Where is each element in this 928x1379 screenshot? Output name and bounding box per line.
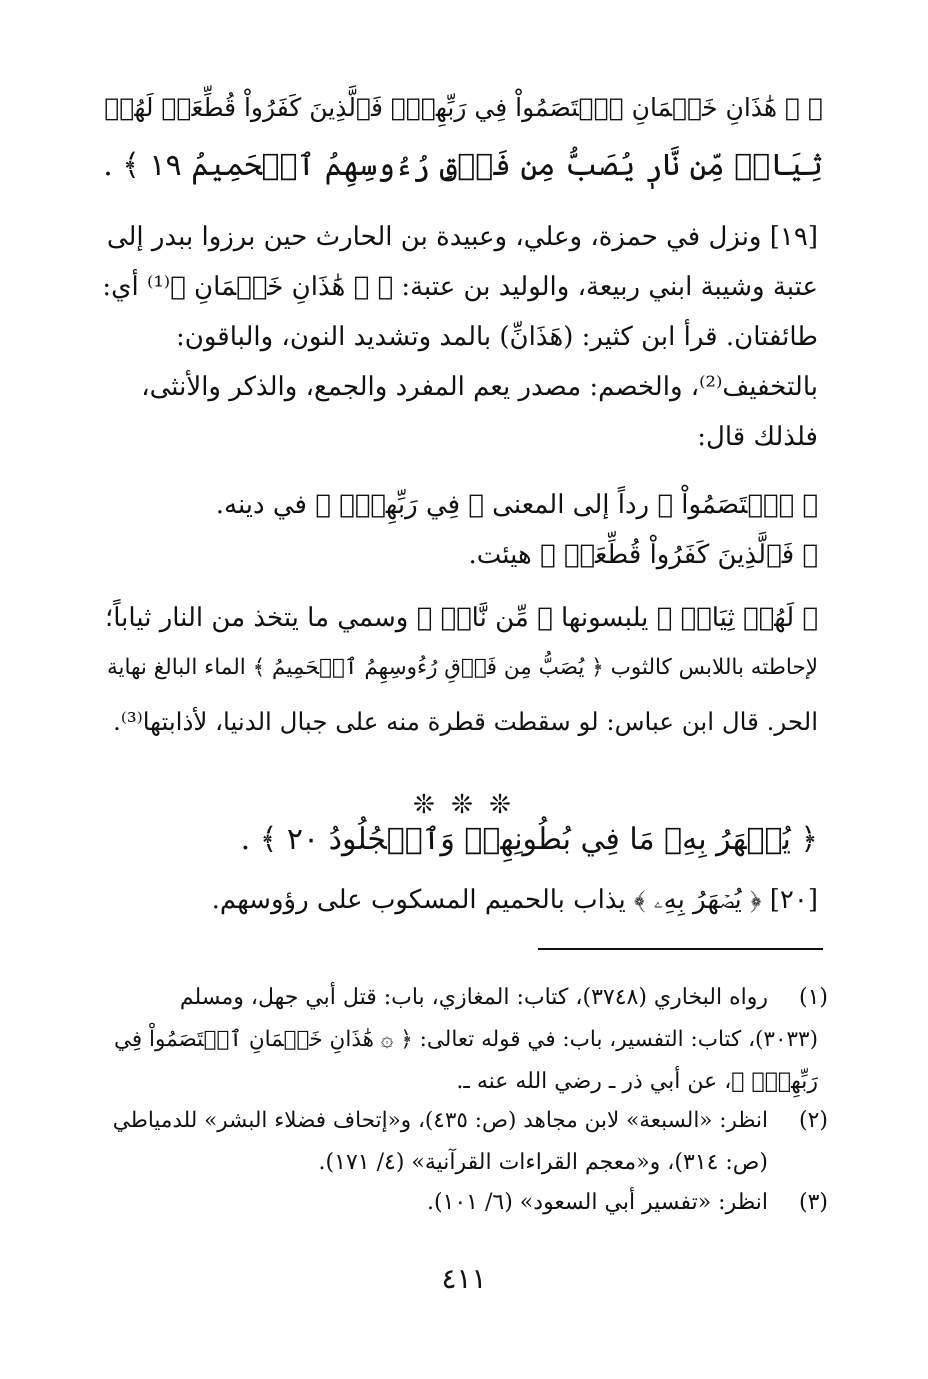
footnote-line: (٣٠٣٣)، كتاب: التفسير، باب: في قوله تعالى: ﴿ ۞ هَٰذَانِ خَصۡمَانِ ٱخۡتَصَمُواْ فِي	[113, 1027, 818, 1052]
commentary-line: [١٩] ونزل في حمزة، وعلي، وعبيدة بن الحارث حين برزوا ببدر إلى	[106, 222, 818, 252]
commentary-line: ﴿ فَٱلَّذِينَ كَفَرُواْ قُطِّعَتۡ ﴾ هيئت.	[468, 540, 818, 570]
commentary-line: لإحاطته باللابس كالثوب ﴿ يُصَبُّ مِن فَوۡقِ رُءُوسِهِمُ ٱلۡحَمِيمُ ﴾ الماء البالغ نهاية	[106, 655, 818, 680]
page-number: ٤١١	[441, 1262, 487, 1295]
footnote-line: انظر: «تفسير أبي السعود» (٦/ ١٠١).	[426, 1190, 768, 1215]
footnote-line: انظر: «السبعة» لابن مجاهد (ص: ٤٣٥)، و«إتحاف فضلاء البشر» للدمياطي	[112, 1108, 768, 1133]
footnote-number: (٢)	[798, 1108, 828, 1133]
commentary-line: عتبة وشيبة ابني ربيعة، والوليد بن عتبة: ﴿ ۞ هَٰذَانِ خَصۡمَانِ ﴾⁽¹⁾ أي:	[102, 272, 818, 302]
commentary-line: فلذلك قال:	[697, 422, 818, 452]
footnote-number: (١)	[798, 985, 828, 1010]
footnote-line: (ص: ٣١٤)، و«معجم القراءات القرآنية» (٤/ ١٧١).	[318, 1150, 768, 1175]
verse-20: ﴿ يُصۡهَرُ بِهِۦ مَا فِي بُطُونِهِمۡ وَٱلۡجُلُودُ ٢٠ ﴾ .	[240, 822, 818, 857]
commentary-line: [٢٠] ﴿ يُصۡهَرُ بِهِۦ ﴾ يذاب بالحميم المسكوب على رؤوسهم.	[211, 885, 818, 915]
verse-line-2: ثِيَابٞ مِّن نَّارٖ يُصَبُّ مِن فَوۡقِ رُءُوسِهِمُ ٱلۡحَمِيمُ ١٩ ﴾ .	[103, 148, 823, 183]
verse-line-1: ﴿ ۞ هَٰذَانِ خَصۡمَانِ ٱخۡتَصَمُواْ فِي رَبِّهِمۡۖ فَٱلَّذِينَ كَفَرُواْ قُطِّعَتۡ لَهُمۡ	[104, 93, 823, 122]
commentary-line: الحر. قال ابن عباس: لو سقطت قطرة منه على جبال الدنيا، لأذابتها⁽³⁾.	[113, 707, 818, 736]
commentary-line: بالتخفيف⁽²⁾، والخصم: مصدر يعم المفرد والجمع، والذكر والأنثى،	[141, 372, 818, 402]
commentary-line: ﴿ لَهُمۡ ثِيَابٞ ﴾ يلبسونها ﴿ مِّن نَّارٖ ﴾ وسمي ما يتخذ من النار ثياباً؛	[105, 603, 818, 633]
commentary-line: طائفتان. قرأ ابن كثير: (هَذَانِّ) بالمد وتشديد النون، والباقون:	[175, 322, 818, 352]
footnote-separator-rule	[538, 948, 823, 950]
footnote-number: (٣)	[798, 1190, 828, 1215]
section-separator: ❊ ❊ ❊	[413, 790, 515, 820]
footnote-line: رَبِّهِمۡۖ ﴾، عن أبي ذر ـ رضي الله عنه ـ.	[456, 1069, 818, 1094]
commentary-line: ﴿ ٱخۡتَصَمُواْ ﴾ رداً إلى المعنى ﴿ فِي رَبِّهِمۡۖ ﴾ في دينه.	[215, 490, 818, 520]
footnote-line: رواه البخاري (٣٧٤٨)، كتاب: المغازي، باب: قتل أبي جهل، ومسلم	[179, 985, 768, 1010]
